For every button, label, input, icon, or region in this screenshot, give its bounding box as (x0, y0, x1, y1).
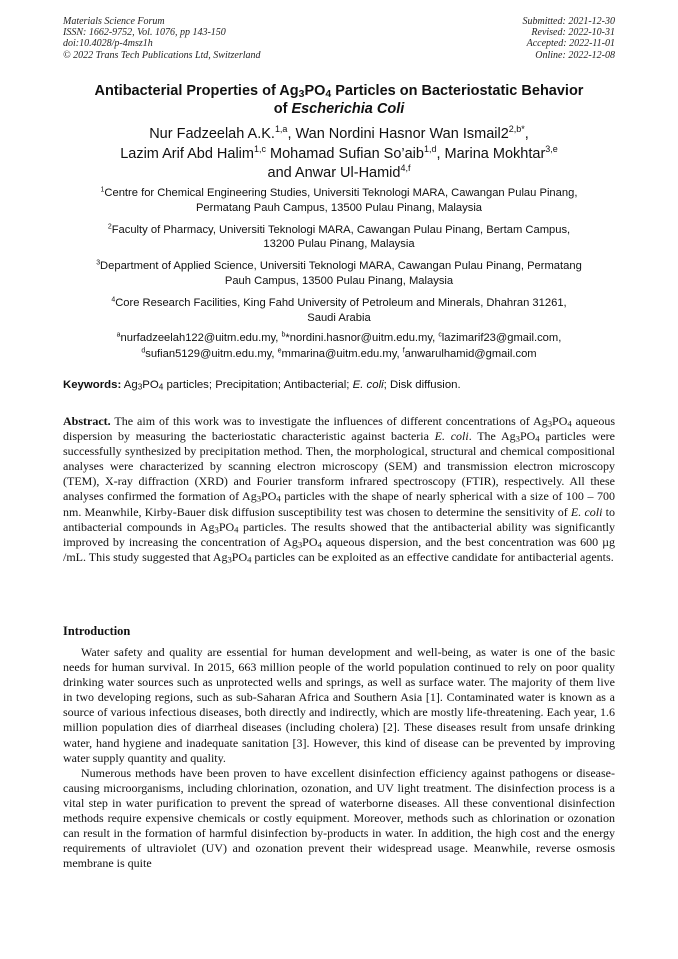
introduction-body (63, 645, 615, 871)
affiliation-1: $^1$Centre for Chemical Engineering Studies, Universiti Teknologi MARA, Cawangan Pulau Pinang, Permatang Pauh Campus, 13500 Pulau Pinang, Malaysia (100, 186, 578, 214)
date-accepted: Accepted: 2022-11-01 (526, 38, 615, 50)
journal-name: Materials Science Forum (63, 16, 165, 27)
affiliation-2: $^2$Faculty of Pharmacy, Universiti Teknologi MARA, Cawangan Pulau Pinang, Bertam Campus, 13200 Pulau Pinang, Malaysia (107, 222, 571, 251)
journal-issn: ISSN: 1662-9752, Vol. 1076, pp 143-150 (63, 27, 226, 39)
email-link[interactable]: nurfadzeelah122@uitm.edu.my, (120, 332, 282, 344)
author-list: Nur Fadzeelah A.K.$^{1,a}$, Wan Nordini Hasnor Wan $Ismail2^{2,b*}$, Lazim Arif Abd Halim$^{1,c}$ Mohamad Sufian So’aib$^{1,d}$, Marina Mokhtar$^{3,e}$ and Anwar Ul-Hamid$^{4,f}$ (120, 124, 558, 181)
journal-doi: doi:10.4028/p-4msz1h (63, 38, 153, 50)
journal-info (63, 16, 261, 61)
paper-title: Antibacterial Properties of $Ag_3PO_4$ Particles on Bacteriostatic Behavior of Escherichia Coli (94, 83, 584, 117)
journal-copyright: © 2022 Trans Tech Publications Ltd, Switzerland (63, 49, 261, 61)
section-heading-introduction: Introduction (63, 624, 131, 638)
date-submitted: Submitted: 2021-12-30 (522, 16, 615, 27)
affiliation-4: $^4$Core Research Facilities, King Fahd University of Petroleum and Minerals, Dhahran 31261, Saudi Arabia (111, 296, 567, 324)
abstract: Abstract. The aim of this work was to investigate the influences of different concentrations of $Ag_3PO_4$ aqueous dispersion by measuring the bacteriostatic characteristic against bacteria E. coli. The $Ag_3PO_4$ particles were successfully synthesized by precipitation method. Then, the morphological, structural and chemical compositional analyses were characterized by scanning electron microscopy (SEM) and transmission electron microscopy (TEM), X-ray diffraction (XRD) and Fourier transform infrared spectroscopy (FTIR), respectively. All these analyses confirmed the formation of $Ag_3PO_4$ particles with the shape of nearly spherical with a size of 100 – 700 nm. Meanwhile, Kirby-Bauer disk diffusion susceptibility test was chosen to determine the sensitivity of E. coli to antibacterial compounds in $Ag_3PO_4$ particles. The results showed that the antibacterial ability was significantly improved by increasing the concentration of $Ag_3PO_4$ aqueous dispersion, and the best concentration was 600 µg /mL. This study suggested that $Ag_3PO_4$ particles can be exploited as an effective candidate for antibacterial agents. (63, 414, 616, 565)
date-revised: Revised: 2022-10-31 (531, 27, 615, 39)
submission-dates (523, 16, 616, 61)
email-link[interactable]: anwarulhamid@gmail.com (404, 348, 537, 360)
affiliations (50, 186, 628, 333)
email-link[interactable]: mmarina@uitm.edu.my, (281, 348, 403, 360)
affiliation-3: $^3$Department of Applied Science, Universiti Teknologi MARA, Cawangan Pulau Pinang, Permatang Pauh Campus, 13500 Pulau Pinang, Malaysia (96, 259, 582, 287)
email-link[interactable]: *nordini.hasnor@uitm.edu.my, (285, 332, 439, 344)
paragraph: Numerous methods have been proven to have excellent disinfection efficiency against pathogens or disease-causing microorganisms, including chlorination, ozonation, and UV light treatment. The disinfection process is a vital step in water purification to prevent the spread of waterborne diseases. All these conventional disinfection methods require expensive chemicals or costly equipment. Moreover, methods such as chlorination or ozonation can result in the formation of harmful disinfection by-products in water. In addition, the high cost and the energy requirements of ultraviolet (UV) and ozonation prevent their widespread usage. Meanwhile, reverse osmosis membrane is quite (63, 765, 615, 871)
author-emails: $^a$nurfadzeelah122@uitm.edu.my, $^b$*nordini.hasnor@uitm.edu.my, $^c$lazimarif23@gmail.com, $^d$sufian5129@uitm.edu.my, $^e$mmarina@uitm.edu.my, $^f$anwarulhamid@gmail.com (116, 331, 562, 360)
email-link[interactable]: lazimarif23@gmail.com, (441, 332, 562, 344)
email-link[interactable]: sufian5129@uitm.edu.my, (145, 348, 278, 360)
date-online: Online: 2022-12-08 (535, 49, 615, 61)
keywords: Keywords: $Ag_3PO_4$ particles; Precipitation; Antibacterial; E. coli; Disk diffusion. (63, 379, 461, 392)
abstract-label: Abstract. (63, 414, 111, 428)
paragraph: Water safety and quality are essential for human development and well-being, as water is one of the basic needs for human survival. In 2015, 663 million people of the world population continued to rely on poor quality drinking water sources such as unprotected wells and springs, as well as surface water. The majority of them live in two developing regions, such as sub-Saharan Africa and Southern Asia [1]. Contaminated water is known as a source of various infectious diseases, both directly and indirectly, which are mostly life-threatening. Each year, 1.6 million population dies of diarrheal diseases (including cholera) [2]. These diseases result from unsafe drinking water, hand hygiene and inadequate sanitation [3]. However, this kind of disease can be prevented by improving water supply quantity and quality. (63, 645, 615, 765)
